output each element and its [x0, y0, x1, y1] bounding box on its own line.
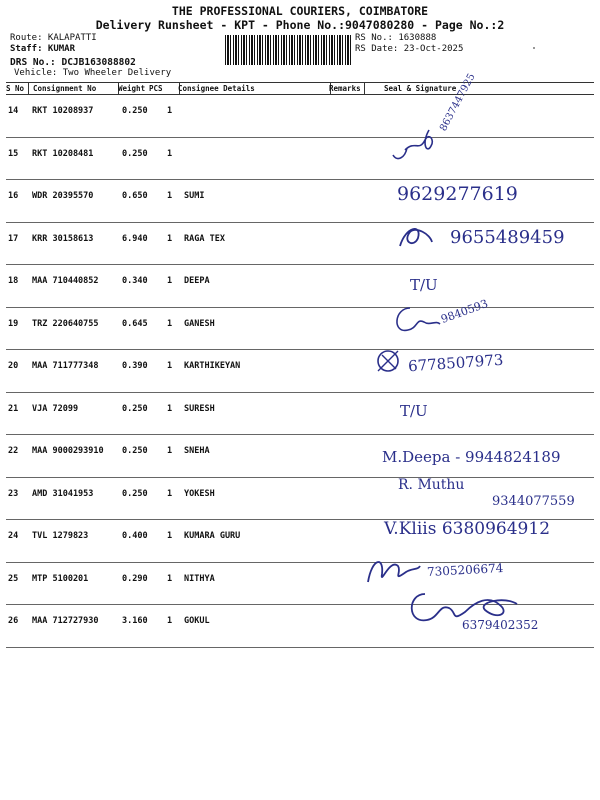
cell-pcs: 1: [167, 318, 173, 329]
table-row: [6, 393, 594, 436]
col-consignment: Consignment No: [33, 84, 97, 93]
cell-sno: 14: [8, 106, 19, 116]
cell-pcs: 1: [167, 616, 173, 626]
r22-signature: M.Deepa - 9944824189: [382, 448, 561, 466]
cell-weight: 0.250: [122, 106, 148, 116]
cell-consignment-no: MAA 711777348: [32, 361, 99, 371]
vehicle-label: Vehicle: Two Wheeler Delivery: [14, 68, 172, 78]
col-signature: Seal & Signature: [384, 84, 457, 93]
cell-consignee: RAGA TEX: [184, 233, 225, 244]
runsheet-title: Delivery Runsheet - KPT - Phone No.:9047080280 - Page No.:2: [95, 18, 505, 32]
cell-pcs: 1: [167, 488, 173, 499]
cell-pcs: 1: [167, 106, 173, 116]
cell-consignment-no: AMD 31041953: [32, 488, 94, 499]
cell-weight: 0.250: [122, 446, 148, 456]
cell-consignee: NITHYA: [184, 573, 215, 584]
cell-consignment-no: MAA 710440852: [32, 276, 99, 286]
col-weight: Weight: [118, 84, 146, 93]
cell-pcs: 1: [167, 361, 173, 371]
cell-consignee: GANESH: [184, 318, 215, 329]
r23-name: R. Muthu: [398, 477, 465, 493]
r25-signature-scribble: [362, 552, 422, 592]
cell-pcs: 1: [167, 573, 173, 584]
cell-sno: 16: [8, 191, 19, 201]
cell-consignee: KARTHIKEYAN: [184, 361, 241, 371]
r25-phone: 7305206674: [426, 561, 504, 579]
cell-consignee: KUMARA GURU: [184, 531, 241, 541]
cell-consignment-no: KRR 30158613: [32, 233, 94, 244]
cell-weight: 0.250: [122, 148, 148, 159]
rs-date: RS Date: 23-Oct-2025: [355, 44, 464, 54]
cell-weight: 0.400: [122, 531, 148, 541]
cell-sno: 15: [8, 148, 19, 159]
col-pcs: PCS: [149, 84, 163, 93]
cell-consignee: SUMI: [184, 191, 205, 201]
stray-mark: [533, 47, 535, 49]
staff-label: Staff: KUMAR: [10, 44, 76, 54]
table-header: [6, 82, 594, 95]
table-body: [6, 95, 594, 648]
r18-note: T/U: [410, 276, 438, 294]
rs-number: RS No.: 1630888: [355, 33, 437, 43]
r26-phone: 6379402352: [462, 618, 539, 632]
col-sno: S No: [6, 84, 25, 93]
cell-sno: 18: [8, 276, 19, 286]
cell-pcs: 1: [167, 531, 173, 541]
cell-consignee: YOKESH: [184, 488, 215, 499]
cell-sno: 19: [8, 318, 19, 329]
cell-weight: 0.390: [122, 361, 148, 371]
cell-pcs: 1: [167, 403, 173, 414]
r19-phone: 9840593: [439, 297, 490, 326]
cell-weight: 0.250: [122, 403, 148, 414]
cell-weight: 0.645: [122, 318, 148, 329]
cell-weight: 0.290: [122, 573, 148, 584]
cell-consignment-no: RKT 10208937: [32, 106, 94, 116]
cell-weight: 6.940: [122, 233, 148, 244]
cell-consignee: DEEPA: [184, 276, 210, 286]
cell-consignment-no: MAA 712727930: [32, 616, 99, 626]
cell-consignment-no: RKT 10208481: [32, 148, 94, 159]
r16-phone: 9629277619: [397, 183, 518, 205]
cell-consignee: SURESH: [184, 403, 215, 414]
cell-sno: 24: [8, 531, 19, 541]
cell-sno: 25: [8, 573, 19, 584]
cell-weight: 3.160: [122, 616, 148, 626]
route-label: Route: KALAPATTI: [10, 33, 97, 43]
table-row: [6, 350, 594, 393]
r23-phone: 9344077559: [492, 494, 575, 509]
r24-signature: V.Kliis 6380964912: [384, 519, 551, 539]
r17-initial-scribble: [396, 222, 436, 252]
drs-number: DRS No.: DCJB163088802: [10, 57, 136, 68]
cell-weight: 0.340: [122, 276, 148, 286]
cell-pcs: 1: [167, 446, 173, 456]
cell-consignment-no: TRZ 220640755: [32, 318, 99, 329]
company-title: THE PROFESSIONAL COURIERS, COIMBATORE: [171, 4, 429, 18]
cell-pcs: 1: [167, 233, 173, 244]
table-row: [6, 138, 594, 181]
table-row: [6, 95, 594, 138]
cell-weight: 0.250: [122, 488, 148, 499]
table-row: [6, 308, 594, 351]
cell-consignee: GOKUL: [184, 616, 210, 626]
r20-phone: 6778507973: [407, 350, 504, 376]
col-remarks: Remarks: [329, 84, 361, 93]
cell-weight: 0.650: [122, 191, 148, 201]
r14-phone: 8637447925: [438, 71, 478, 134]
cell-pcs: 1: [167, 148, 173, 159]
barcode: [225, 35, 352, 65]
col-consignee: Consignee Details: [178, 84, 255, 93]
cell-sno: 22: [8, 446, 19, 456]
cell-pcs: 1: [167, 276, 173, 286]
cell-sno: 26: [8, 616, 19, 626]
cell-consignment-no: VJA 72099: [32, 403, 79, 414]
cell-sno: 20: [8, 361, 19, 371]
cell-pcs: 1: [167, 191, 173, 201]
cell-consignment-no: MTP 5100201: [32, 573, 89, 584]
r17-phone: 9655489459: [450, 227, 565, 248]
r20-initial-scribble: [372, 345, 408, 379]
cell-sno: 21: [8, 403, 19, 414]
cell-consignment-no: TVL 1279823: [32, 531, 89, 541]
r21-note: T/U: [400, 402, 428, 420]
cell-consignee: SNEHA: [184, 446, 210, 456]
runsheet-table: [6, 82, 594, 648]
cell-consignment-no: WDR 20395570: [32, 191, 94, 201]
cell-consignment-no: MAA 9000293910: [32, 446, 104, 456]
cell-sno: 17: [8, 233, 19, 244]
table-row: [6, 265, 594, 308]
cell-sno: 23: [8, 488, 19, 499]
